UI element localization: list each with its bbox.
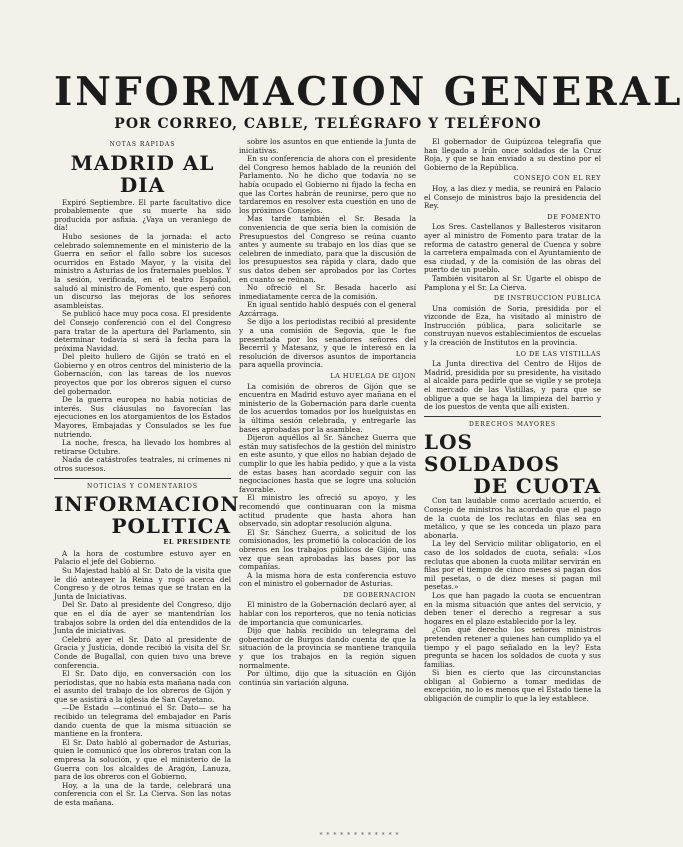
paragraph: Dijeron aquéllos al Sr. Sánchez Guerra que están muy satisfechos de la gestión del ministro en este asunto, y que ellos no habían dejado de cumplir lo que les había pedido, y que a la vista de estas bases han acordado seguir con las negociaciones hasta que se logre una solución favorable.: [239, 433, 416, 494]
masthead-subtitle: POR CORREO, CABLE, TELÉGRAFO Y TELÉFONO: [114, 116, 542, 132]
paragraph: El ministro les ofreció su apoyo, y les recomendó que continuaran con la misma actitud prudente que hasta ahora han observado, sin adoptar resolución alguna.: [239, 493, 416, 529]
col1-body-2: [54, 550, 231, 808]
section-vistillas: LO DE LAS VISTILLAS: [515, 349, 601, 358]
section-consejo-rey: CONSEJO CON EL REY: [513, 174, 601, 183]
headline-politica: POLITICA: [111, 514, 231, 539]
headline-madrid-al-dia: MADRID AL DIA: [70, 150, 215, 197]
paragraph: Se dijo a los periodistas recibió al presidente y a una comisión de Segovia, que le fue presentada por los senadores señores del Becerril y Matesanz, y que le interesó en la resolución de diversos asuntos de importancia para aquella provincia.: [239, 317, 416, 370]
paragraph: Los que han pagado la cuota se encuentran en la misma situación que antes del servicio, y deben tener el derecho a regresar a sus hogares en el plazo establecido por la ley.: [424, 590, 601, 626]
paragraph: No ofreció el Sr. Besada hacerlo así inmediatamente cerca de la comisión.: [239, 283, 416, 301]
paragraph: ¿Con qué derecho los señores ministros pretenden retener a quienes han cumplido ya el tiempo y el pago señalado en la ley? Esta pregunta se hacen los soldados de cuota y sus familias.: [424, 625, 601, 669]
paragraph: En igual sentido habló después con el general Azcárraga.: [239, 300, 416, 318]
section-instruccion-publica: DE INSTRUCCION PUBLICA: [493, 294, 601, 303]
paragraph: Expiró Septiembre. El parte facultativo dice probablemente que su muerte ha sido producida por asfixia. ¿Vaya un veraniego de día!: [54, 197, 231, 233]
paragraph: Hoy, a las diez y media, se reunirá en Palacio el Consejo de ministros bajo la presidencia del Rey.: [424, 183, 601, 211]
kicker-noticias: NOTICIAS Y COMENTARIOS: [87, 482, 198, 490]
headline-de-cuota: DE CUOTA: [473, 474, 601, 499]
paragraph: El Sr. Dato dijo, en conversación con los periodistas, que no había esta mañana nada con el asunto del trabajo de los obreros de Gijón y que se asistirá a la iglesia de San Cayetano.: [54, 669, 231, 704]
paragraph: Con tan laudable como acertado acuerdo, el Consejo de ministros ha acordado que el pago de la cuota de los reclutas en filas sea en metálico, y que se les conceda un plazo para abonarla.: [424, 496, 601, 540]
paragraph: El Sr. Dato habló al gobernador de Asturias, quien le comunicó que los obreros tratan con la empresa la solución, y que el ministerio de la Guerra con los alcaldes de Aragón, Lanuza, para de los obreros con el Gobierno.: [54, 737, 231, 782]
paragraph: Por último, dijo que la situación en Gijón continúa sin variación alguna.: [239, 669, 416, 687]
headline-los-soldados: LOS SOLDADOS: [424, 430, 560, 477]
divider: [424, 416, 601, 417]
headline-informacion: INFORMACION: [54, 492, 240, 517]
paragraph: sobre los asuntos en que entiende la Junta de iniciativas.: [239, 137, 416, 155]
paragraph: Su Majestad habló al Sr. Dato de la visita que le dió anteayer la Reina y rogó acerca del Congreso y de otros temas que se tratan en la Junta de Iniciativas.: [54, 565, 231, 601]
kicker-derechos: DERECHOS MAYORES: [469, 420, 556, 428]
paragraph: También visitaron al Sr. Ugarte el obispo de Pamplona y el Sr. La Cierva.: [424, 273, 601, 292]
paragraph: Nada de catástrofes teatrales, ni crímenes ni otros sucesos.: [54, 455, 231, 473]
paragraph: A la misma hora de esta conferencia estuvo con el ministro el gobernador de Asturias.: [239, 570, 416, 589]
col1-body: [54, 199, 231, 474]
paragraph: Mas tarde también el Sr. Besada la conveniencia de que sería bien la comisión de Presupuestos del Congreso se reúna cuanto antes y aumente su trabajo en los días que se celebren de inmediato, para que la discusión de los presupuestos sea rápida y clara, dado que sus datos deben ser aprobados por las Cortes en cuanto se reúnan.: [239, 214, 416, 284]
paragraph: Hoy, a la una de la tarde, celebrará una conferencia con el Sr. La Cierva. Son las notas de esta mañana.: [54, 780, 231, 807]
paragraph: La comisión de obreros de Gijón que se encuentra en Madrid estuvo ayer mañana en el ministerio de la Gobernación para darle cuenta de los acuerdos tomados por los huelguistas en la última sesión celebrada, y entregarle las bases aprobadas por la asamblea.: [239, 381, 416, 434]
paragraph: De la guerra europea no había noticias de interés. Sus cláusulas no favorecían las ejecuciones en los atorgamientos de los Estados Mayores, Embajadas y Consulados se les fue nutriendo.: [54, 395, 231, 439]
paragraph: Una comisión de Soria, presidida por el vizconde de Eza, ha visitado al ministro de Instrucción pública, para solicitarle se construyan nuevos establecimientos de escuelas y la creación de Institutos en la provincia.: [424, 303, 601, 348]
paragraph: —De Estado —continuó el Sr. Dato— se ha recibido un telegrama del embajador en París dando cuenta de que la misma situación se mantiene en la frontera.: [54, 703, 231, 739]
column-2: [239, 138, 416, 838]
paragraph: En su conferencia de ahora con el presidente del Congreso hemos hablado de la reunión del Parlamento. No he dicho que todavía no se había ocupado el Gobierno ni fijado la fecha en que las Cortes habrán de reunirse, pero que no tardaremos en resolver esta cuestión en uno de los próximos Consejos.: [239, 154, 416, 215]
paragraph: La ley del Servicio militar obligatorio, en el caso de los soldados de cuota, señala: «Los reclutas que abonen la cuota militar servirán en filas por el tiempo de cinco meses si pagan dos mil pesetas, o de diez meses si pagan mil pesetas.»: [424, 539, 601, 592]
paragraph: Dijo que había recibido un telegrama del gobernador de Burgos dando cuenta de que la situación de la provincia se mantiene tranquila y que los trabajos en la región siguen normalmente.: [239, 626, 416, 670]
paragraph: El ministro de la Gobernación declaró ayer, al hablar con los reporteros, que no tenía noticias de importancia que comunicarles.: [239, 600, 416, 627]
paragraph: Del Sr. Dato al presidente del Congreso, dijo que en el día de ayer se mantendrían los trabajos sobre la orden del día entendidos de la Junta de iniciativas.: [54, 600, 231, 636]
paragraph: Se publicó hace muy poca cosa. El presidente del Consejo conferenció con el del Congreso para tratar de la apertura del Parlamento, sin determinar todavía si será la fecha para la próxima Navidad.: [54, 309, 231, 353]
paragraph: El gobernador de Guipúzcoa telegrafía que han llegado a Irún once soldados de la Cruz Roja, y que se han enviado a su destino por el Gobierno de la República.: [424, 137, 601, 172]
paragraph: Del pleito hullero de Gijón se trató en el Gobierno y en otros centros del ministerio de la Gobernación, con las tareas de los nuevos proyectos que por los obreros siguen el curso del gobernador.: [54, 352, 231, 396]
paragraph: El Sr. Sánchez Guerra, a solicitud de los comisionados, les prometió la colocación de los obreros en los trabajos públicos de Gijón, una vez que sean aprobadas las bases por las compañías.: [239, 527, 416, 572]
paragraph: La Junta directiva del Centro de Hijos de Madrid, presidida por su presidente, ha visitado al alcalde para pedirle que se vigile y se proteja el mercado de las Vistillas, y para que se obligue a que se haga la limpieza del barrio y de los puestos de venta que allí existen.: [424, 359, 601, 412]
column-3: [424, 138, 601, 838]
paragraph: A la hora de costumbre estuvo ayer en Palacio el jefe del Gobierno.: [54, 548, 231, 567]
paragraph: Celebró ayer el Sr. Dato al presidente de Gracia y Justicia, donde recibió la visita del Sr. Conde de Bugallal, con quien tuvo una breve conferencia.: [54, 634, 231, 670]
section-de-fomento: DE FOMENTO: [547, 212, 601, 221]
section-huelga-gijon: LA HUELGA DE GIJON: [330, 372, 416, 381]
section-el-presidente: EL PRESIDENTE: [163, 538, 231, 547]
paragraph: La noche, fresca, ha llevado los hombres al retirarse Octubre.: [54, 438, 231, 456]
masthead-title: INFORMACION GENERAL: [54, 69, 683, 115]
section-de-gobernacion: DE GOBERNACION: [343, 590, 416, 599]
paragraph: Hubo sesiones de la jornada: el acto celebrado solemnemente en el ministerio de la Guerra en señor el fallo sobre los sucesos ocurridos en Estado Mayor, y la visita del ministro a Asturias de los fraternales pueblos. Y la sesión, verificada, en el teatro Español, saludó al ministro de Fomento, que esperó con un discurso las mejoras de los señores asambleístas.: [54, 231, 231, 310]
paragraph: Los Sres. Castellanos y Ballesteros visitaron ayer al ministro de Fomento para tratar de la reforma de catastro general de Cuenca y sobre la carretera empalmada con el Ayuntamiento de esa ciudad, y de la comisión de las obras del puerto de un pueblo.: [424, 222, 601, 275]
kicker-notas-rapidas: NOTAS RAPIDAS: [109, 141, 176, 148]
article-columns: [54, 138, 602, 838]
paragraph: Si bien es cierto que las circunstancias obligan al Gobierno a tomar medidas de excepción, no lo es menos que el Estado tiene la obligación de cumplir lo que la ley establece.: [424, 668, 601, 704]
page-footer: * * * * * * * * * * * *: [319, 832, 400, 839]
column-1: [54, 138, 240, 838]
divider: [54, 478, 231, 479]
